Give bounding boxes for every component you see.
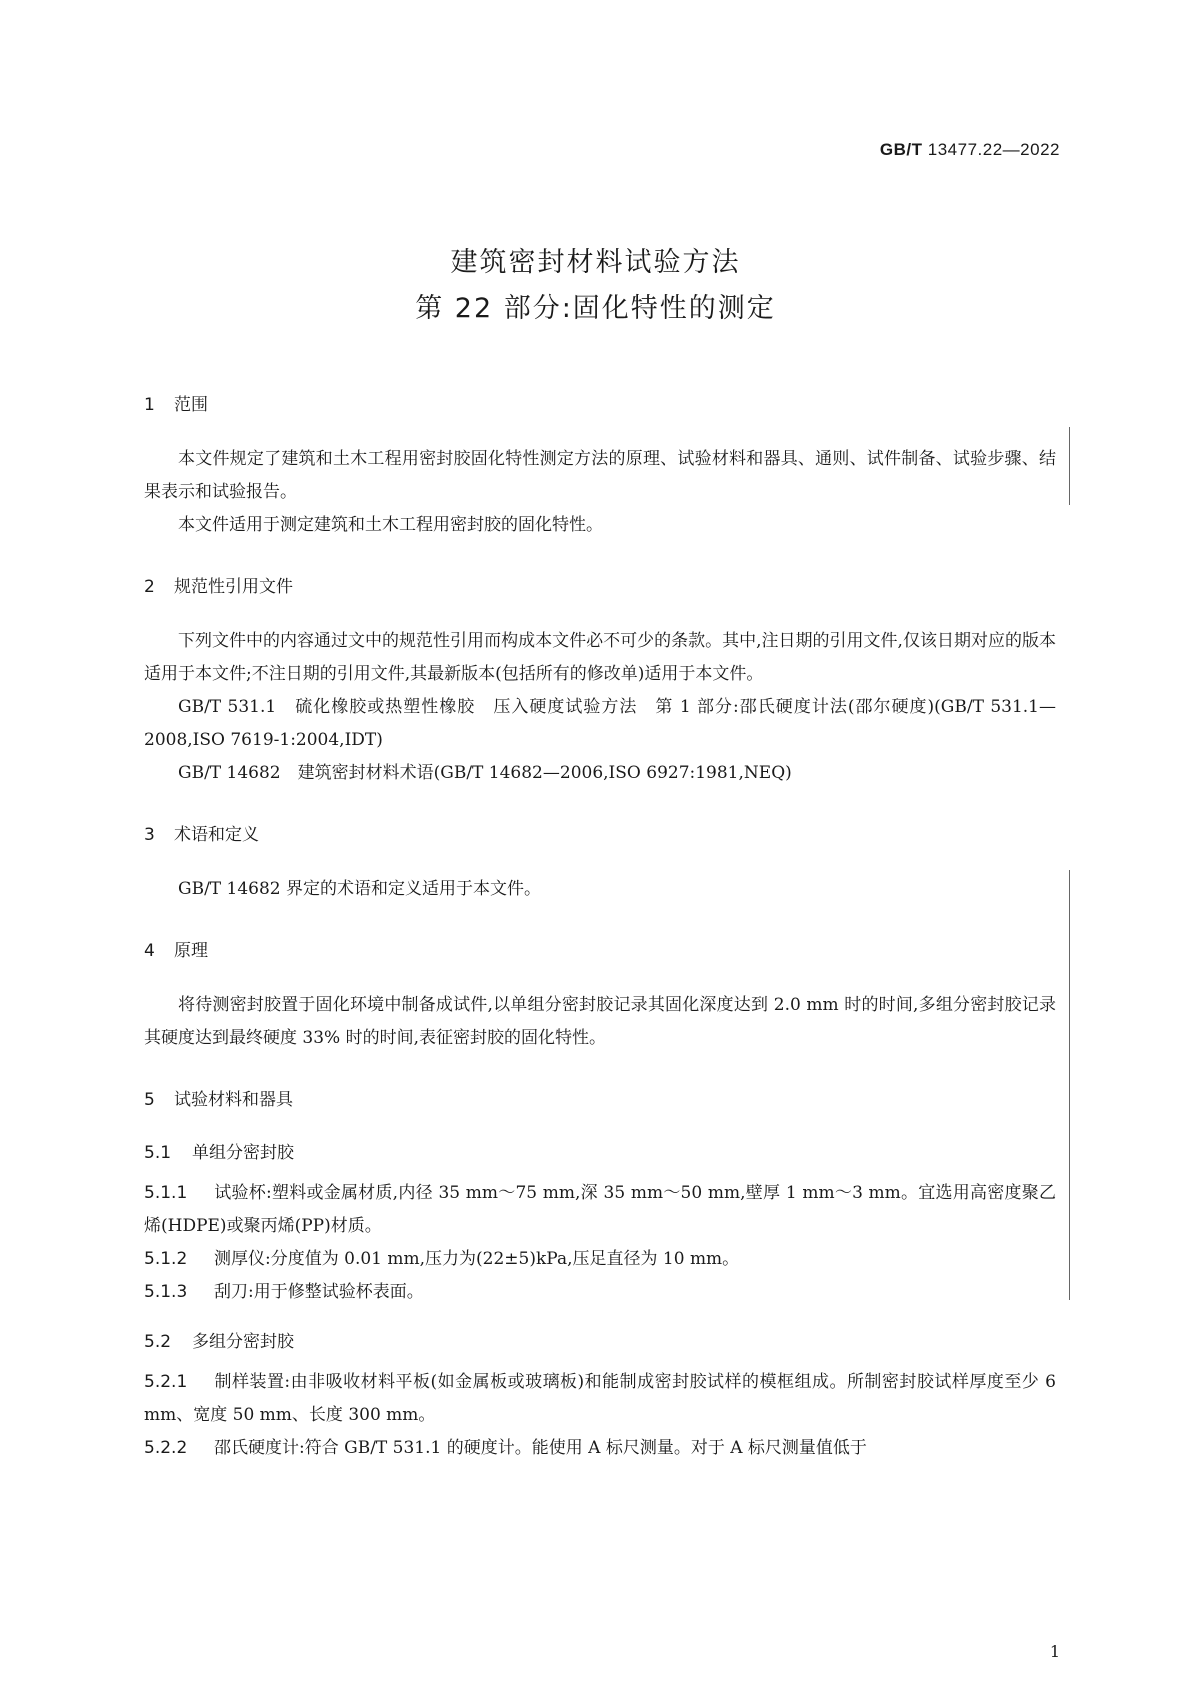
section-2-normative-references [144, 572, 1056, 790]
paragraph: 下列文件中的内容通过文中的规范性引用而构成本文件必不可少的条款。其中,注日期的引用文件,仅该日期对应的版本适用于本文件;不注日期的引用文件,其最新版本(包括所有的修改单)适用于本文件。 [144, 631, 1056, 684]
change-bar-1 [1069, 427, 1070, 505]
paragraph: 本文件规定了建筑和土木工程用密封胶固化特性测定方法的原理、试验材料和器具、通则、试件制备、试验步骤、结果表示和试验报告。 [144, 449, 1056, 502]
section-heading: 5 试验材料和器具 [144, 1090, 293, 1110]
reference-entry: GB/T 14682 建筑密封材料术语(GB/T 14682—2006,ISO 6927:1981,NEQ) [178, 763, 792, 783]
section-heading: 1 范围 [144, 395, 208, 415]
paragraph: 本文件适用于测定建筑和土木工程用密封胶的固化特性。 [178, 515, 603, 535]
paragraph: 将待测密封胶置于固化环境中制备成试件,以单组分密封胶记录其固化深度达到 2.0 mm 时的时间,多组分密封胶记录其硬度达到最终硬度 33% 时的时间,表征密封胶的固化特性。 [144, 995, 1056, 1048]
section-heading: 4 原理 [144, 941, 208, 961]
standard-number: 13477.22—2022 [927, 140, 1060, 159]
subsection-heading: 5.1 单组分密封胶 [144, 1143, 294, 1163]
section-5-materials [144, 1085, 1056, 1465]
clause: 5.2.1 制样装置:由非吸收材料平板(如金属板或玻璃板)和能制成密封胶试样的模框组成。所制密封胶试样厚度至少 6 mm、宽度 50 mm、长度 300 mm。 [144, 1372, 1056, 1425]
section-3-terms [144, 820, 1056, 906]
section-heading: 3 术语和定义 [144, 825, 259, 845]
section-1-scope [144, 390, 1056, 542]
paragraph: GB/T 14682 界定的术语和定义适用于本文件。 [178, 879, 542, 899]
title-line-1: 建筑密封材料试验方法 [450, 247, 741, 278]
page-number: 1 [1049, 1642, 1060, 1661]
clause: 5.2.2 邵氏硬度计:符合 GB/T 531.1 的硬度计。能使用 A 标尺测量。对于 A 标尺测量值低于 [144, 1438, 867, 1458]
document-body [144, 390, 1056, 1465]
change-bar-2 [1069, 870, 1070, 1300]
clause: 5.1.1 试验杯:塑料或金属材质,内径 35 mm～75 mm,深 35 mm～50 mm,壁厚 1 mm～3 mm。宜选用高密度聚乙烯(HDPE)或聚丙烯(PP)材质。 [144, 1183, 1056, 1236]
reference-entry: GB/T 531.1 硫化橡胶或热塑性橡胶 压入硬度试验方法 第 1 部分:邵氏硬度计法(邵尔硬度)(GB/T 531.1—2008,ISO 7619-1:2004,IDT) [144, 697, 1056, 750]
clause: 5.1.3 刮刀:用于修整试验杯表面。 [144, 1282, 424, 1302]
section-heading: 2 规范性引用文件 [144, 577, 293, 597]
standard-prefix: GB/T [879, 140, 923, 159]
section-4-principle [144, 936, 1056, 1055]
document-title [0, 240, 1191, 332]
subsection-heading: 5.2 多组分密封胶 [144, 1332, 294, 1352]
standard-code [880, 140, 1060, 160]
clause: 5.1.2 测厚仪:分度值为 0.01 mm,压力为(22±5)kPa,压足直径为 10 mm。 [144, 1249, 740, 1269]
title-line-2: 第 22 部分:固化特性的测定 [415, 293, 776, 324]
